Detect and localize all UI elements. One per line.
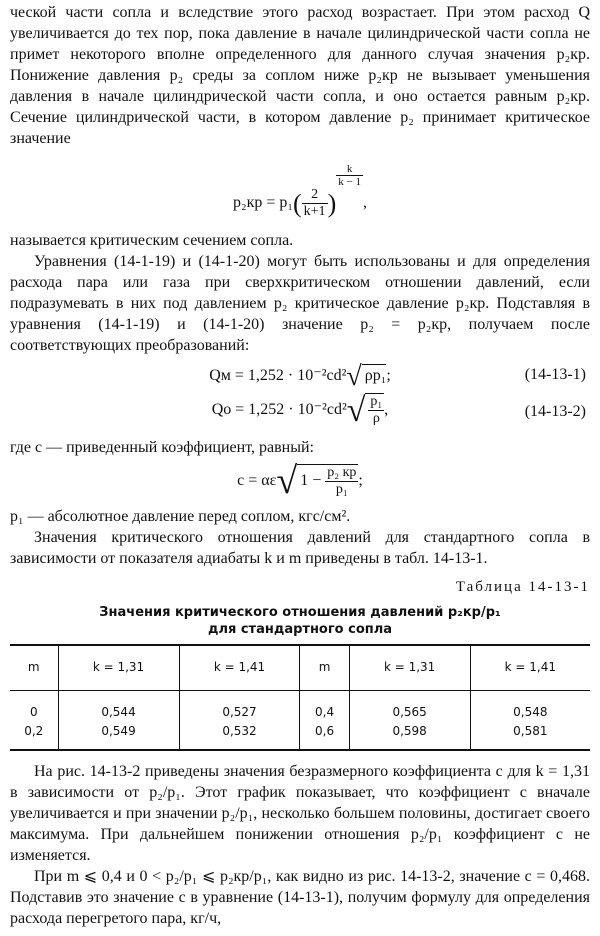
formula-qm-tail: ; [386, 366, 391, 384]
table-cell: 0,565 [349, 690, 470, 724]
sqrt-icon: √ [276, 459, 298, 502]
formula-c-lhs: c = αε [237, 471, 277, 489]
formula-crit-exp-num: k [336, 163, 363, 176]
paragraph-figure-description: На рис. 14-13-2 приведены значения безразмерного коэффициента c для k = 1,31 в зависимости от p₂/p₁. Этот график показывает, что коэффициент c вначале увеличивается и при значении p₂/p₁, несколько большем половины, достигает своего максимума. При дальнейшем понижении отношения p₂/p₁ коэффициент c не изменяется. [10, 762, 590, 864]
paragraph-p1-definition: p₁ — абсолютное давление перед соплом, кгс/см². [10, 507, 351, 525]
paragraph-final: При m ⩽ 0,4 и 0 < p₂/p₁ ⩽ p₂кр/p₁, как видно из рис. 14-13-2, значение c = 0,468. Подставив это значение c в уравнение (14-13-1), получим формулу для определения расхода перегретого пара, кг/ч, [10, 867, 590, 927]
table-header-row [10, 645, 590, 691]
table-title-line1: Значения критического отношения давлений p₂кр/p₁ [99, 604, 501, 620]
table-row [10, 724, 590, 750]
table-cell: 0,527 [179, 690, 300, 724]
paragraph-critical-section: называется критическим сечением сопла. [10, 231, 294, 249]
formula-crit-den: k+1 [303, 203, 326, 219]
formula-c-radicand [297, 464, 358, 498]
formula-crit-paren-close: ) [327, 188, 337, 218]
formula-critical-pressure [10, 163, 590, 220]
formula-crit-lhs: p₂кр = p₁ [233, 194, 293, 211]
table-cell: 0,598 [349, 724, 470, 750]
formula-qo-fraction [368, 394, 384, 427]
formula-crit-exponent [336, 163, 363, 188]
table-title-line2: для стандартного сопла [207, 621, 393, 637]
formula-qo-tail: , [384, 400, 389, 418]
formula-crit-paren-open: ( [292, 188, 302, 218]
table-row [10, 690, 590, 724]
critical-ratio-table [10, 644, 590, 751]
table-header-cell: m [300, 645, 349, 691]
table-cell: 0 [29, 704, 38, 719]
table-cell: 0,4 [300, 690, 349, 724]
formula-c-fraction [325, 465, 358, 498]
table-header-cell: k = 1,41 [470, 645, 590, 691]
table-caption: Таблица 14-13-1 [455, 578, 590, 595]
table-header-cell: k = 1,31 [349, 645, 470, 691]
table-cell: 0,2 [10, 724, 58, 750]
formula-qm-lhs: Qм = 1,252 · 10⁻²cd² [209, 366, 347, 384]
formula-qo-radicand [365, 393, 384, 427]
formula-crit-exp-den: k − 1 [338, 176, 361, 188]
formula-qo-number: (14-13-2) [524, 402, 586, 420]
formula-crit-num: 2 [302, 187, 328, 204]
table-cell: 0,544 [58, 690, 179, 724]
formula-qo-lhs: Qо = 1,252 · 10⁻²cd² [211, 400, 347, 418]
formula-qm [10, 360, 590, 392]
formula-qm-number: (14-13-1) [524, 365, 586, 383]
spacer [10, 751, 590, 761]
table-cell: 0,6 [300, 724, 349, 750]
table-cell: 0,532 [179, 724, 300, 750]
table-cell: 0,548 [470, 690, 590, 724]
table-header-cell: m [10, 645, 58, 691]
table-cell: 0,549 [58, 724, 179, 750]
formula-qo [10, 393, 590, 427]
formula-c-num: p₂ кр [327, 464, 357, 480]
table-cell: 0,581 [470, 724, 590, 750]
formula-c [10, 459, 590, 502]
formula-c-one: 1 − [300, 471, 322, 489]
formula-c-den: p₁ [335, 481, 348, 497]
formula-c-tail: ; [358, 471, 363, 489]
paragraph-equations: Уравнения (14-1-19) и (14-1-20) могут быть использованы и для определения расхода пара или газа при сверхкритическом отношении давлений, если подразумевать в них под давлением p₂ критическое давление p₂кр. Подставляя в уравнения (14-1-19) и (14-1-20) значение p₂ = p₂кр, получаем после соответствующих преобразований: [10, 252, 590, 354]
formula-qo-num: p₁ [370, 393, 383, 409]
sqrt-icon: √ [346, 391, 366, 429]
table-header-cell: k = 1,41 [179, 645, 300, 691]
paragraph-intro: ческой части сопла и вследствие этого расход возрастает. При этом расход Q увеличивается до тех пор, пока давление в начале цилиндрической части сопла не примет некоторого вполне определенного для данного случая значения p₂кр. Понижение давления p₂ среды за соплом ниже p₂кр не вызывает уменьшения давления в начале цилиндрической части сопла, и оно остается равным p₂кр. Сечение цилиндрической части, в котором давление p₂ принимает критическое значение [10, 4, 590, 147]
formula-crit-tail: , [362, 194, 367, 211]
paragraph-coefficient: где c — приведенный коэффициент, равный: [10, 438, 314, 456]
table-header-cell: k = 1,31 [58, 645, 179, 691]
formula-qo-den: ρ [372, 410, 380, 426]
table-title [10, 604, 590, 638]
paragraph-table-reference: Значения критического отношения давлений для стандартного сопла в зависимости от показателя адиабаты k и m приведены в табл. 14-13-1. [10, 528, 590, 567]
formula-crit-fraction [302, 187, 328, 220]
sqrt-icon: √ [346, 360, 362, 392]
formula-qm-radicand: ρp₁ [362, 364, 387, 386]
